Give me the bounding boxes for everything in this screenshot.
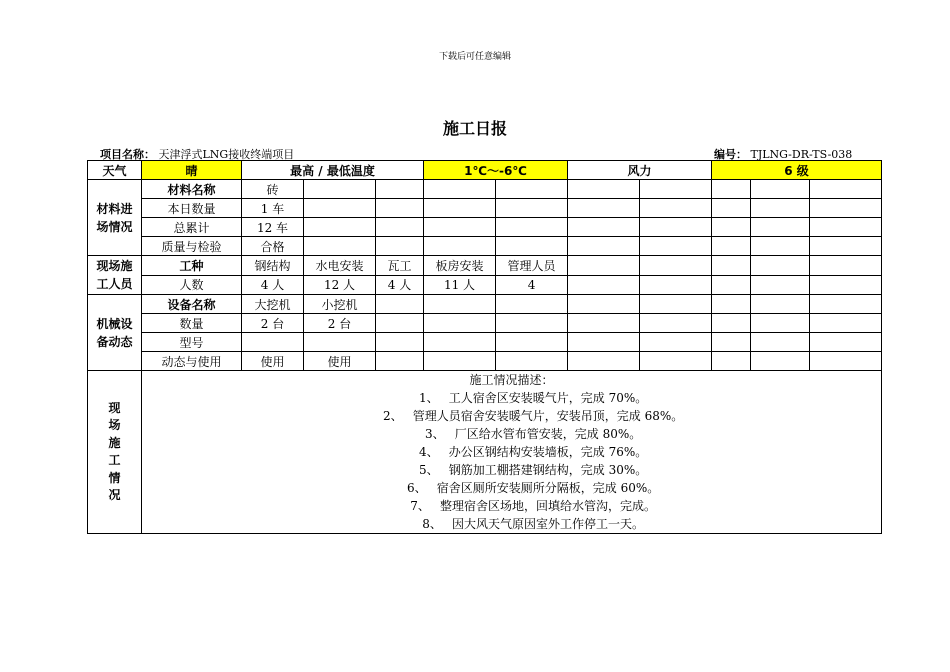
materials-section-label: 材料进场情况	[88, 180, 142, 256]
worker-count: 4 人	[376, 275, 424, 295]
machinery-cell	[810, 352, 882, 371]
machinery-row-label: 设备名称	[142, 295, 242, 314]
material-cell	[810, 199, 882, 218]
item-number: 3、	[424, 427, 445, 441]
machinery-cell	[376, 295, 424, 314]
site-section-char: 场	[108, 418, 121, 432]
worker-cell	[810, 256, 882, 276]
machinery-cell	[640, 314, 712, 333]
material-cell	[424, 199, 496, 218]
material-cell	[640, 218, 712, 237]
project-name-value: 天津浮式LNG接收终端项目	[158, 148, 295, 161]
item-number: 4、	[418, 445, 439, 459]
machinery-cell	[376, 352, 424, 371]
machinery-cell	[568, 352, 640, 371]
worker-type: 板房安装	[424, 256, 496, 276]
machinery-cell	[568, 333, 640, 352]
worker-cell	[810, 275, 882, 295]
machinery-cell	[496, 314, 568, 333]
material-cell	[376, 237, 424, 256]
material-cell	[810, 218, 882, 237]
machinery-cell	[568, 314, 640, 333]
machinery-cell	[568, 295, 640, 314]
site-section-char: 工	[108, 453, 121, 467]
wind-label: 风力	[568, 161, 712, 180]
material-cell	[496, 237, 568, 256]
material-cell	[496, 180, 568, 199]
worker-count: 11 人	[424, 275, 496, 295]
item-text: 钢筋加工棚搭建钢结构，完成 30%。	[448, 463, 648, 477]
site-description-item	[142, 497, 881, 515]
worker-cell	[751, 275, 810, 295]
worker-type: 水电安装	[304, 256, 376, 276]
site-description-item	[142, 515, 881, 533]
item-text: 厂区给水管布管安装，完成 80%。	[454, 427, 642, 441]
material-cell	[568, 237, 640, 256]
site-description-item	[142, 407, 881, 425]
material-cell	[496, 218, 568, 237]
machinery-row-label: 动态与使用	[142, 352, 242, 371]
site-section-char: 况	[108, 488, 121, 502]
machinery-cell	[242, 333, 304, 352]
material-cell	[751, 180, 810, 199]
project-info-row	[92, 146, 882, 160]
material-row	[88, 218, 882, 237]
machinery-cell	[376, 314, 424, 333]
item-number: 8、	[422, 517, 442, 531]
material-cell	[751, 218, 810, 237]
machinery-cell: 使用	[304, 352, 376, 371]
daily-report-table	[87, 160, 882, 534]
material-row-label: 本日数量	[142, 199, 242, 218]
machinery-cell	[810, 314, 882, 333]
machinery-cell	[751, 295, 810, 314]
machinery-cell	[640, 295, 712, 314]
material-cell: 1 车	[242, 199, 304, 218]
item-text: 工人宿舍区安装暖气片，完成 70%。	[448, 391, 648, 405]
material-cell	[640, 199, 712, 218]
page-title: 施工日报	[442, 119, 507, 138]
temperature-value: 1℃～-6℃	[424, 161, 568, 180]
material-cell	[810, 237, 882, 256]
item-text: 因大风天气原因室外工作停工一天。	[452, 517, 645, 531]
wind-value: 6 级	[712, 161, 882, 180]
worker-cell	[640, 275, 712, 295]
machinery-cell	[496, 352, 568, 371]
material-row	[88, 199, 882, 218]
item-text: 管理人员宿舍安装暖气片，安装吊顶，完成 68%。	[412, 409, 684, 423]
document-code-label: 编号：	[714, 148, 747, 161]
site-description-item	[142, 479, 881, 497]
worker-type-label: 工种	[142, 256, 242, 276]
site-description-item	[142, 425, 881, 443]
material-cell	[810, 180, 882, 199]
worker-cell	[640, 256, 712, 276]
material-row-label: 质量与检验	[142, 237, 242, 256]
machinery-cell	[712, 314, 751, 333]
worker-cell	[712, 256, 751, 276]
material-cell: 合格	[242, 237, 304, 256]
site-description-item	[142, 443, 881, 461]
item-number: 7、	[410, 499, 430, 513]
item-text: 宿舍区厕所安装厕所分隔板，完成 60%。	[436, 481, 660, 495]
weather-value: 晴	[142, 161, 242, 180]
machinery-cell	[712, 295, 751, 314]
material-cell	[496, 199, 568, 218]
worker-count: 12 人	[304, 275, 376, 295]
material-row-label: 材料名称	[142, 180, 242, 199]
machinery-row-label: 数量	[142, 314, 242, 333]
machinery-row	[88, 333, 882, 352]
item-number: 1、	[418, 391, 439, 405]
worker-count: 4 人	[242, 275, 304, 295]
material-cell: 12 车	[242, 218, 304, 237]
material-cell	[424, 180, 496, 199]
item-text: 整理宿舍区场地，回填给水管沟，完成。	[440, 499, 657, 513]
machinery-cell	[640, 352, 712, 371]
machinery-cell	[304, 333, 376, 352]
item-number: 2、	[382, 409, 403, 423]
site-description-item	[142, 389, 881, 407]
material-cell	[304, 237, 376, 256]
site-description-item	[142, 461, 881, 479]
site-description-row	[88, 371, 882, 534]
site-description	[142, 371, 882, 534]
material-cell	[424, 237, 496, 256]
machinery-section-label: 机械设备动态	[88, 295, 142, 371]
material-cell	[568, 218, 640, 237]
workers-section-label: 现场施工人员	[88, 256, 142, 295]
project-name-label: 项目名称：	[100, 148, 155, 161]
material-cell	[568, 199, 640, 218]
machinery-cell	[424, 314, 496, 333]
worker-cell	[712, 275, 751, 295]
worker-cell	[568, 275, 640, 295]
machinery-cell	[496, 333, 568, 352]
machinery-cell	[751, 333, 810, 352]
machinery-cell	[810, 295, 882, 314]
worker-type-row	[88, 256, 882, 276]
material-row	[88, 237, 882, 256]
material-cell	[376, 199, 424, 218]
machinery-cell: 2 台	[242, 314, 304, 333]
item-text: 办公区钢结构安装墙板，完成 76%。	[448, 445, 648, 459]
machinery-cell: 使用	[242, 352, 304, 371]
material-cell	[424, 218, 496, 237]
document-code-value: TJLNG-DR-TS-038	[750, 148, 853, 161]
material-cell	[751, 199, 810, 218]
machinery-cell: 小挖机	[304, 295, 376, 314]
machinery-cell	[424, 333, 496, 352]
material-cell	[640, 180, 712, 199]
weather-label: 天气	[88, 161, 142, 180]
machinery-cell: 2 台	[304, 314, 376, 333]
worker-cell	[568, 256, 640, 276]
material-row-label: 总累计	[142, 218, 242, 237]
machinery-row	[88, 314, 882, 333]
weather-row	[88, 161, 882, 180]
machinery-cell	[712, 352, 751, 371]
worker-type: 钢结构	[242, 256, 304, 276]
site-description-heading: 施工情况描述：	[469, 373, 554, 387]
machinery-cell	[424, 295, 496, 314]
machinery-cell	[810, 333, 882, 352]
material-cell	[751, 237, 810, 256]
worker-count: 4	[496, 275, 568, 295]
material-cell	[640, 237, 712, 256]
material-row	[88, 180, 882, 199]
machinery-cell	[376, 333, 424, 352]
site-section-char: 现	[108, 400, 121, 415]
material-cell	[376, 218, 424, 237]
temperature-label: 最高 / 最低温度	[242, 161, 424, 180]
machinery-row	[88, 295, 882, 314]
material-cell	[304, 199, 376, 218]
item-number: 5、	[418, 463, 439, 477]
material-cell: 砖	[242, 180, 304, 199]
machinery-row-label: 型号	[142, 333, 242, 352]
material-cell	[568, 180, 640, 199]
material-cell	[304, 218, 376, 237]
material-cell	[376, 180, 424, 199]
site-section-char: 情	[108, 470, 121, 485]
material-cell	[712, 199, 751, 218]
worker-cell	[751, 256, 810, 276]
top-note: 下载后可任意编辑	[438, 52, 511, 62]
machinery-row	[88, 352, 882, 371]
material-cell	[712, 237, 751, 256]
material-cell	[712, 218, 751, 237]
machinery-cell	[751, 314, 810, 333]
worker-count-label: 人数	[142, 275, 242, 295]
machinery-cell	[712, 333, 751, 352]
worker-type: 瓦工	[376, 256, 424, 276]
machinery-cell	[640, 333, 712, 352]
material-cell	[304, 180, 376, 199]
worker-type: 管理人员	[496, 256, 568, 276]
machinery-cell	[424, 352, 496, 371]
machinery-cell	[751, 352, 810, 371]
machinery-cell: 大挖机	[242, 295, 304, 314]
item-number: 6、	[406, 481, 427, 495]
worker-count-row	[88, 275, 882, 295]
machinery-cell	[496, 295, 568, 314]
material-cell	[712, 180, 751, 199]
site-section-label	[88, 371, 142, 534]
site-section-char: 施	[108, 435, 121, 450]
